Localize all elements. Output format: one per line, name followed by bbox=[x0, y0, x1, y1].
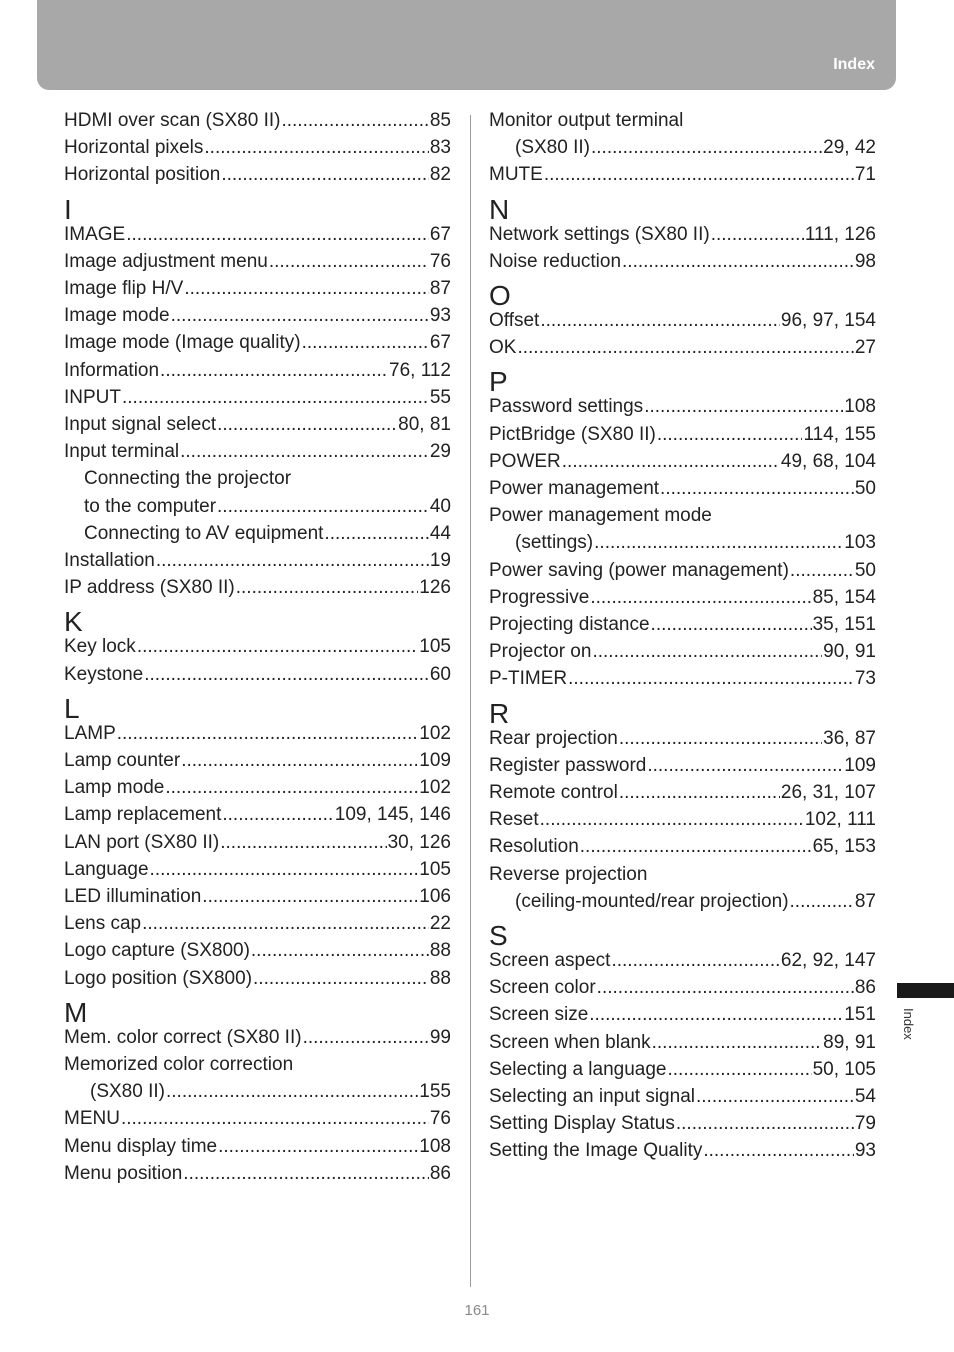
index-term: MUTE bbox=[489, 164, 543, 186]
page-references: 49, 68, 104 bbox=[780, 450, 876, 472]
page-references: 67 bbox=[429, 332, 451, 354]
page-references: 86 bbox=[429, 1162, 451, 1184]
page-references: 36, 87 bbox=[823, 727, 876, 749]
dot-leader bbox=[160, 357, 388, 384]
dot-leader bbox=[517, 334, 853, 361]
index-entry bbox=[64, 856, 451, 883]
page-references: 76 bbox=[429, 250, 451, 272]
page-number: 161 bbox=[464, 1302, 490, 1319]
index-term: Noise reduction bbox=[489, 250, 622, 272]
index-term: Power saving (power management) bbox=[489, 559, 789, 581]
dot-leader bbox=[150, 856, 419, 883]
index-entry bbox=[64, 161, 451, 188]
index-entry bbox=[489, 421, 876, 448]
index-term: Rear projection bbox=[489, 727, 618, 749]
page-references: 96, 97, 154 bbox=[780, 310, 876, 331]
page-references: 93 bbox=[429, 305, 451, 327]
index-term: Offset bbox=[489, 310, 540, 331]
index-term: LAN port (SX80 II) bbox=[64, 831, 220, 853]
dot-leader bbox=[619, 725, 822, 752]
column-divider bbox=[470, 115, 471, 1287]
index-entry bbox=[489, 947, 876, 974]
dot-leader bbox=[540, 806, 804, 833]
page-references: 103 bbox=[844, 532, 876, 554]
header-bar bbox=[37, 0, 896, 90]
index-term: (ceiling-mounted/rear projection) bbox=[515, 890, 789, 912]
index-entry bbox=[489, 752, 876, 779]
page-references: 151 bbox=[844, 1004, 876, 1026]
index-term: Setting the Image Quality bbox=[489, 1140, 703, 1162]
index-term: Password settings bbox=[489, 396, 644, 418]
page-references: 55 bbox=[429, 386, 451, 408]
dot-leader bbox=[144, 661, 429, 688]
index-entry bbox=[64, 275, 451, 302]
index-term: Selecting a language bbox=[489, 1058, 667, 1080]
index-entry bbox=[64, 937, 451, 964]
index-term: Logo position (SX800) bbox=[64, 967, 253, 989]
index-entry bbox=[489, 334, 876, 361]
page-references: 98 bbox=[854, 250, 876, 272]
dot-leader bbox=[251, 937, 429, 964]
dot-leader bbox=[622, 248, 854, 275]
index-entry bbox=[489, 833, 876, 860]
dot-leader bbox=[142, 910, 429, 937]
dot-leader bbox=[204, 134, 428, 161]
index-term: Projector on bbox=[489, 641, 592, 663]
dot-leader bbox=[303, 1024, 429, 1051]
index-term: (SX80 II) bbox=[515, 137, 590, 159]
page-references: 155 bbox=[419, 1081, 451, 1103]
dot-leader bbox=[589, 1001, 843, 1028]
index-entry bbox=[489, 475, 876, 502]
index-entry bbox=[515, 888, 876, 915]
dot-leader bbox=[644, 393, 843, 420]
page-references: 71 bbox=[854, 164, 876, 186]
index-entry bbox=[489, 974, 876, 1001]
dot-leader bbox=[647, 752, 843, 779]
index-term: Menu display time bbox=[64, 1135, 218, 1157]
page-references: 87 bbox=[429, 278, 451, 299]
index-term: Screen aspect bbox=[489, 950, 611, 971]
dot-leader bbox=[611, 947, 779, 974]
index-entry bbox=[489, 393, 876, 420]
index-term: Logo capture (SX800) bbox=[64, 940, 250, 962]
dot-leader bbox=[218, 1133, 418, 1160]
section-letter: M bbox=[64, 996, 88, 1028]
page-references: 86 bbox=[854, 977, 876, 999]
index-term: Connecting the projector bbox=[84, 468, 292, 490]
dot-leader bbox=[217, 493, 429, 520]
index-term: Input signal select bbox=[64, 414, 217, 435]
dot-leader bbox=[652, 1029, 823, 1056]
dot-leader bbox=[156, 547, 429, 574]
page-references: 29 bbox=[429, 441, 451, 463]
index-term: Image adjustment menu bbox=[64, 250, 268, 272]
dot-leader bbox=[660, 475, 854, 502]
index-entry bbox=[64, 134, 451, 161]
page-references: 109, 145, 146 bbox=[334, 804, 451, 826]
index-entry bbox=[515, 529, 876, 556]
page-references: 60 bbox=[429, 663, 451, 685]
index-entry bbox=[64, 883, 451, 910]
index-term: Screen when blank bbox=[489, 1031, 651, 1053]
section-letter: P bbox=[489, 366, 508, 398]
page-references: 50 bbox=[854, 478, 876, 499]
index-entry bbox=[64, 248, 451, 275]
dot-leader bbox=[222, 801, 333, 828]
index-term: Menu position bbox=[64, 1162, 183, 1184]
index-section-tab bbox=[897, 983, 954, 998]
page-references: 62, 92, 147 bbox=[780, 950, 876, 971]
dot-leader bbox=[703, 1137, 854, 1164]
page-references: 44 bbox=[429, 522, 451, 544]
index-entry bbox=[64, 910, 451, 937]
page-references: 83 bbox=[429, 137, 451, 159]
index-term: Information bbox=[64, 359, 160, 381]
index-term: Lens cap bbox=[64, 913, 142, 935]
index-term: OK bbox=[489, 337, 517, 359]
index-entry bbox=[489, 611, 876, 638]
section-letter: L bbox=[64, 692, 80, 724]
page-references: 85, 154 bbox=[812, 586, 876, 608]
dot-leader bbox=[651, 611, 812, 638]
dot-leader bbox=[269, 248, 429, 275]
index-term: Projecting distance bbox=[489, 614, 650, 635]
dot-leader bbox=[667, 1056, 811, 1083]
dot-leader bbox=[236, 574, 419, 601]
index-term: HDMI over scan (SX80 II) bbox=[64, 110, 281, 131]
index-entry bbox=[64, 1024, 451, 1051]
index-term: Keystone bbox=[64, 663, 144, 685]
index-entry bbox=[489, 779, 876, 806]
dot-leader bbox=[165, 774, 418, 801]
index-entry bbox=[489, 161, 876, 188]
dot-leader bbox=[597, 974, 854, 1001]
index-term: Language bbox=[64, 858, 149, 880]
index-term: PictBridge (SX80 II) bbox=[489, 423, 656, 445]
page-references: 111, 126 bbox=[804, 223, 876, 245]
dot-leader bbox=[591, 134, 822, 161]
dot-leader bbox=[137, 633, 418, 660]
index-entry bbox=[64, 357, 451, 384]
dot-leader bbox=[221, 161, 429, 188]
dot-leader bbox=[696, 1083, 854, 1110]
index-term: Power management mode bbox=[489, 505, 712, 527]
index-entry bbox=[84, 520, 451, 547]
page-references: 50 bbox=[854, 559, 876, 581]
index-term: Image flip H/V bbox=[64, 278, 184, 299]
index-term: Image mode (Image quality) bbox=[64, 332, 301, 354]
dot-leader bbox=[540, 307, 780, 334]
index-term: Register password bbox=[489, 754, 647, 776]
index-entry bbox=[489, 725, 876, 752]
dot-leader bbox=[166, 1078, 418, 1105]
section-letter: N bbox=[489, 193, 510, 225]
page-references: 99 bbox=[429, 1026, 451, 1048]
index-entry bbox=[489, 448, 876, 475]
dot-leader bbox=[184, 275, 429, 302]
index-term: Input terminal bbox=[64, 441, 180, 463]
side-tab-label: Index bbox=[901, 1008, 916, 1040]
dot-leader bbox=[580, 833, 812, 860]
page-references: 106 bbox=[419, 886, 451, 907]
index-entry bbox=[64, 574, 451, 601]
index-term: LAMP bbox=[64, 722, 116, 744]
dot-leader bbox=[592, 638, 822, 665]
index-entry bbox=[515, 134, 876, 161]
page-references: 19 bbox=[429, 550, 451, 571]
section-letter: I bbox=[64, 193, 72, 225]
section-letter: K bbox=[64, 606, 83, 638]
index-entry bbox=[64, 965, 451, 992]
index-term: Screen size bbox=[489, 1004, 589, 1026]
index-term: Connecting to AV equipment bbox=[84, 522, 324, 544]
index-term: Monitor output terminal bbox=[489, 110, 684, 131]
index-entry bbox=[489, 1001, 876, 1028]
index-entry bbox=[489, 248, 876, 275]
dot-leader bbox=[594, 529, 843, 556]
index-entry bbox=[64, 1160, 451, 1187]
page-references: 109 bbox=[844, 754, 876, 776]
index-entry bbox=[64, 720, 451, 747]
index-entry bbox=[489, 665, 876, 692]
dot-leader bbox=[790, 557, 854, 584]
index-term: Screen color bbox=[489, 977, 596, 999]
dot-leader bbox=[180, 438, 429, 465]
index-entry bbox=[90, 1078, 451, 1105]
index-entry bbox=[64, 107, 451, 134]
page-references: 82 bbox=[429, 164, 451, 186]
dot-leader bbox=[122, 384, 429, 411]
page-references: 114, 155 bbox=[803, 423, 876, 445]
section-letter: O bbox=[489, 280, 511, 311]
page-references: 126 bbox=[419, 577, 451, 599]
index-term: to the computer bbox=[84, 495, 217, 517]
page-references: 102 bbox=[419, 722, 451, 744]
dot-leader bbox=[183, 1160, 429, 1187]
index-entry bbox=[489, 307, 876, 334]
dot-leader bbox=[181, 747, 418, 774]
index-term: Lamp mode bbox=[64, 777, 165, 799]
index-entry bbox=[489, 638, 876, 665]
index-term: IP address (SX80 II) bbox=[64, 577, 235, 599]
index-entry bbox=[64, 438, 451, 465]
index-term: LED illumination bbox=[64, 886, 202, 907]
index-entry bbox=[489, 1137, 876, 1164]
index-term: Lamp counter bbox=[64, 750, 181, 771]
page-references: 102 bbox=[419, 777, 451, 799]
dot-leader bbox=[619, 779, 780, 806]
index-term: Horizontal position bbox=[64, 164, 221, 186]
page-references: 40 bbox=[429, 495, 451, 517]
index-term: Installation bbox=[64, 550, 155, 571]
dot-leader bbox=[171, 302, 429, 329]
page-references: 67 bbox=[429, 223, 451, 245]
index-entry bbox=[64, 774, 451, 801]
dot-leader bbox=[126, 221, 429, 248]
index-term: Image mode bbox=[64, 305, 170, 327]
page-references: 109 bbox=[419, 750, 451, 771]
index-entry bbox=[64, 633, 451, 660]
index-term: Remote control bbox=[489, 782, 618, 803]
index-entry bbox=[64, 411, 451, 438]
index-entry bbox=[64, 1105, 451, 1132]
page-references: 93 bbox=[854, 1140, 876, 1162]
index-term: Reverse projection bbox=[489, 863, 648, 885]
page-references: 29, 42 bbox=[823, 137, 876, 159]
index-term: Selecting an input signal bbox=[489, 1086, 695, 1107]
dot-leader bbox=[281, 107, 428, 134]
dot-leader bbox=[253, 965, 429, 992]
page-references: 89, 91 bbox=[823, 1031, 876, 1053]
index-entry bbox=[489, 806, 876, 833]
page-references: 54 bbox=[854, 1086, 876, 1107]
dot-leader bbox=[711, 221, 804, 248]
index-entry bbox=[64, 747, 451, 774]
page-references: 50, 105 bbox=[812, 1058, 876, 1080]
index-entry bbox=[64, 547, 451, 574]
page-references: 87 bbox=[854, 890, 876, 912]
index-entry bbox=[64, 302, 451, 329]
index-entry bbox=[64, 329, 451, 356]
index-entry bbox=[489, 1029, 876, 1056]
dot-leader bbox=[790, 888, 854, 915]
page-references: 90, 91 bbox=[823, 641, 876, 663]
index-term: Horizontal pixels bbox=[64, 137, 204, 159]
index-term: (settings) bbox=[515, 532, 594, 554]
section-letter: R bbox=[489, 697, 510, 729]
index-term: Progressive bbox=[489, 586, 590, 608]
index-entry bbox=[64, 661, 451, 688]
index-term: Key lock bbox=[64, 636, 136, 658]
page-references: 102, 111 bbox=[804, 809, 876, 831]
page-references: 79 bbox=[854, 1113, 876, 1135]
page-references: 105 bbox=[419, 858, 451, 880]
index-entry bbox=[489, 557, 876, 584]
dot-leader bbox=[302, 329, 429, 356]
page-references: 105 bbox=[419, 636, 451, 658]
dot-leader bbox=[220, 829, 386, 856]
index-entry bbox=[489, 584, 876, 611]
index-term: Resolution bbox=[489, 836, 579, 858]
index-term: POWER bbox=[489, 450, 561, 472]
page-references: 80, 81 bbox=[398, 414, 451, 435]
page-references: 76 bbox=[429, 1108, 451, 1130]
page-references: 108 bbox=[419, 1135, 451, 1157]
index-term: INPUT bbox=[64, 386, 121, 408]
index-entry bbox=[64, 829, 451, 856]
page-references: 88 bbox=[429, 940, 451, 962]
dot-leader bbox=[117, 720, 419, 747]
page-references: 73 bbox=[854, 668, 876, 690]
page-references: 85 bbox=[429, 110, 451, 131]
index-term: MENU bbox=[64, 1108, 120, 1130]
index-entry bbox=[64, 221, 451, 248]
header-title: Index bbox=[833, 56, 875, 73]
page-references: 108 bbox=[844, 396, 876, 418]
index-term: Setting Display Status bbox=[489, 1113, 675, 1135]
index-term: Network settings (SX80 II) bbox=[489, 223, 710, 245]
index-term: Memorized color correction bbox=[64, 1054, 294, 1075]
page-references: 76, 112 bbox=[389, 359, 451, 381]
page-references: 30, 126 bbox=[387, 831, 451, 853]
page-references: 26, 31, 107 bbox=[780, 782, 876, 803]
index-entry bbox=[489, 1083, 876, 1110]
dot-leader bbox=[562, 448, 780, 475]
index-entry bbox=[64, 801, 451, 828]
index-term: Mem. color correct (SX80 II) bbox=[64, 1026, 302, 1048]
page-references: 27 bbox=[854, 337, 876, 359]
index-entry bbox=[489, 1056, 876, 1083]
dot-leader bbox=[121, 1105, 429, 1132]
index-term: P-TIMER bbox=[489, 668, 568, 690]
dot-leader bbox=[568, 665, 854, 692]
index-entry bbox=[84, 493, 451, 520]
index-term: Power management bbox=[489, 478, 660, 499]
index-entry bbox=[64, 1133, 451, 1160]
section-letter: S bbox=[489, 920, 508, 951]
dot-leader bbox=[657, 421, 803, 448]
dot-leader bbox=[676, 1110, 854, 1137]
dot-leader bbox=[544, 161, 854, 188]
index-term: (SX80 II) bbox=[90, 1081, 165, 1103]
dot-leader bbox=[202, 883, 418, 910]
index-term: IMAGE bbox=[64, 223, 126, 245]
page-references: 88 bbox=[429, 967, 451, 989]
dot-leader bbox=[217, 411, 397, 438]
page-references: 22 bbox=[429, 913, 451, 935]
index-entry bbox=[64, 384, 451, 411]
index-entry bbox=[489, 1110, 876, 1137]
index-term: Reset bbox=[489, 809, 539, 831]
dot-leader bbox=[590, 584, 811, 611]
page-references: 35, 151 bbox=[812, 614, 876, 635]
index-entry bbox=[489, 221, 876, 248]
index-term: Lamp replacement bbox=[64, 804, 222, 826]
dot-leader bbox=[324, 520, 428, 547]
page-references: 65, 153 bbox=[812, 836, 876, 858]
